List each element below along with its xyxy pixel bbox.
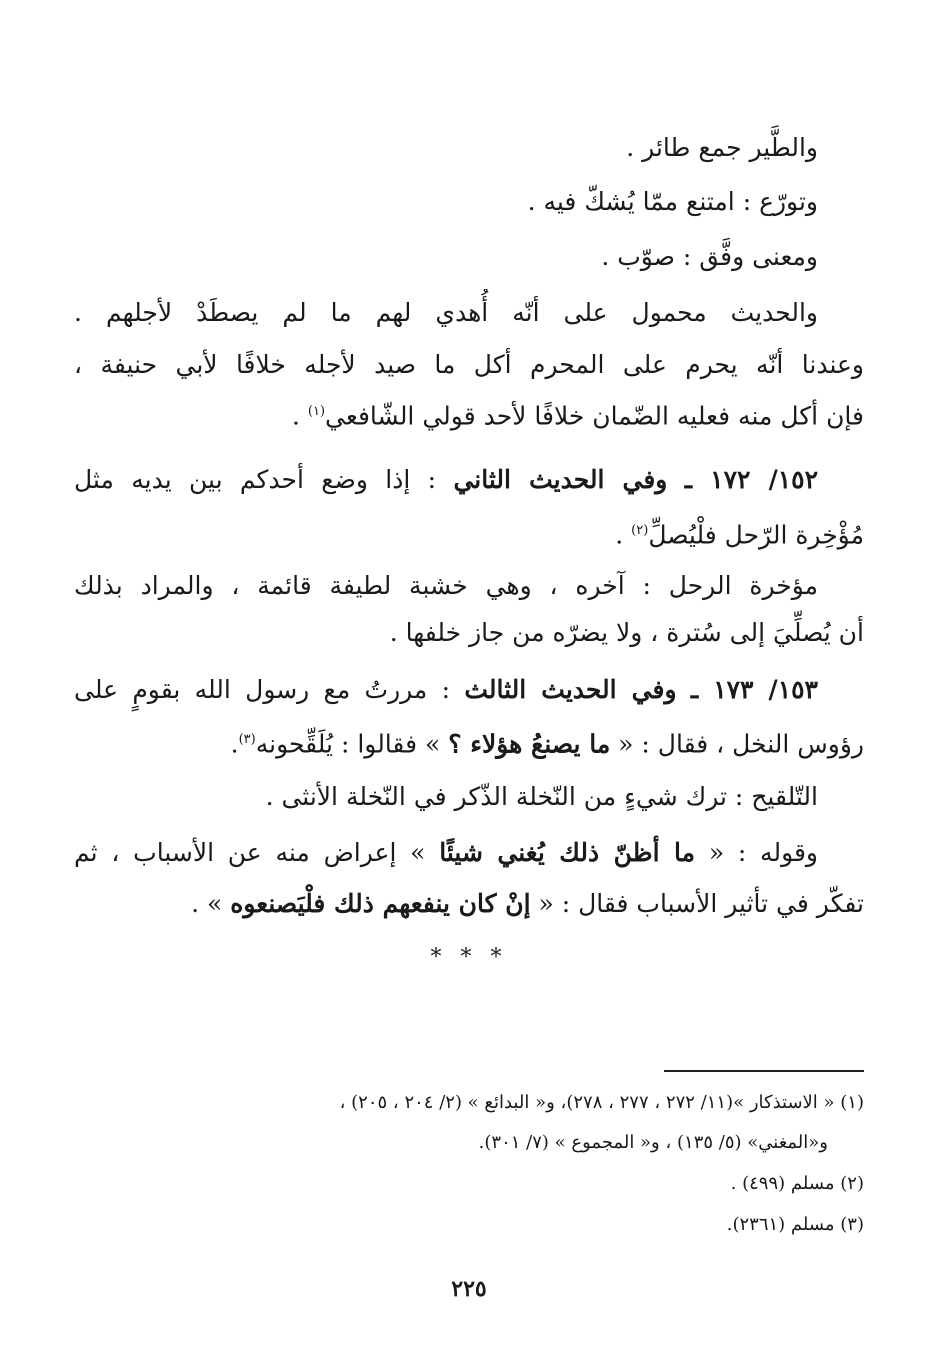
text-span: : إذا وضع أحدكم بين يديه مثل: [74, 465, 437, 494]
text-span: .: [615, 520, 624, 550]
hadith-title: وفي الحديث الثاني: [453, 465, 668, 494]
text-span: أن يُصلِّيَ إلى سُترة ، ولا يضرّه من جاز خلفها .: [389, 618, 864, 647]
quote-text: ما أظنّ ذلك يُغني شيئًا: [439, 838, 696, 867]
text-line: [292, 388, 864, 436]
hadith-title: وفي الحديث الثالث: [464, 675, 677, 704]
text-line: [266, 773, 818, 821]
text-line: [74, 562, 818, 610]
text-line: [601, 233, 818, 281]
text-span: مؤخرة الرحل : آخره ، وهي خشبة لطيفة قائمة ، والمراد بذلك: [74, 571, 818, 600]
hadith-heading: [74, 456, 818, 504]
text-line: [390, 609, 864, 657]
text-span: والحديث محمول على أنّه أُهدي لهم ما لم يصطَدْ لأجلهم .: [74, 298, 818, 327]
text-span: فإن أكل منه فعليه الضّمان خلافًا لأحد قولي الشّافعي: [325, 401, 864, 431]
footnote-line: و«المغني» (٥/ ١٣٥) ، و« المجموع » (٧/ ٣٠١).: [478, 1132, 828, 1153]
text-span: » إعراض منه عن الأسباب ، ثم: [74, 838, 426, 867]
page-number: ٢٢٥: [451, 1276, 487, 1302]
text-line: [74, 829, 818, 877]
text-line: [626, 124, 818, 172]
footnote-line: (٢) مسلم (٤٩٩) .: [730, 1173, 864, 1194]
text-span: وقوله : «: [708, 838, 818, 867]
text-span: » فقالوا : يُلَقِّحونه: [255, 729, 441, 759]
text-span: التّلقيح : ترك شيءٍ من النّخلة الذّكر في النّخلة الأنثى .: [265, 782, 818, 811]
text-span: ومعنى وفَّق : صوّب .: [601, 242, 818, 271]
text-span: .: [230, 729, 239, 759]
text-line: [528, 178, 818, 226]
footnote-ref: (١): [307, 404, 326, 419]
text-span: مُؤْخِرة الرّحل فلْيُصلِّ: [648, 520, 864, 550]
text-line: [191, 880, 864, 928]
footnote-line: (٣) مسلم (٢٣٦١).: [726, 1214, 864, 1235]
hadith-heading: [74, 666, 818, 714]
hadith-number: ١٥٣/ ١٧٣ ـ: [690, 675, 818, 704]
text-span: » .: [191, 889, 223, 918]
text-span: وتورّع : امتنع ممّا يُشكّ فيه .: [527, 187, 818, 216]
text-line: [615, 507, 864, 555]
quote-text: ما يصنعُ هؤلاء ؟: [448, 729, 611, 759]
text-span: .: [292, 401, 308, 431]
text-span: والطَّير جمع طائر .: [626, 133, 818, 162]
text-span: : مررتُ مع رسول الله بقومٍ على: [74, 675, 451, 704]
footnote-line: (١) « الاستذكار »(١١/ ٢٧٢ ، ٢٧٧ ، ٢٧٨)، و« البدائع » (٢/ ٢٠٤ ، ٢٠٥) ،: [339, 1092, 864, 1113]
text-span: تفكّر في تأثير الأسباب فقال : «: [538, 889, 864, 918]
quote-text: إنْ كان ينفعهم ذلك فلْيَصنعوه: [230, 889, 531, 918]
text-span: وعندنا أنّه يحرم على المحرم أكل ما صيد لأجله خلافًا لأبي حنيفة ،: [74, 350, 864, 379]
footnote-ref: (٢): [631, 523, 649, 538]
hadith-number: ١٥٢/ ١٧٢ ـ: [684, 465, 818, 494]
text-line: [231, 716, 864, 764]
footnote-rule: [664, 1070, 864, 1072]
text-line: [74, 289, 818, 337]
section-separator: * * *: [430, 945, 508, 970]
text-span: رؤوس النخل ، فقال : «: [618, 729, 864, 759]
footnote-ref: (٣): [238, 732, 256, 747]
text-line: [74, 341, 864, 389]
